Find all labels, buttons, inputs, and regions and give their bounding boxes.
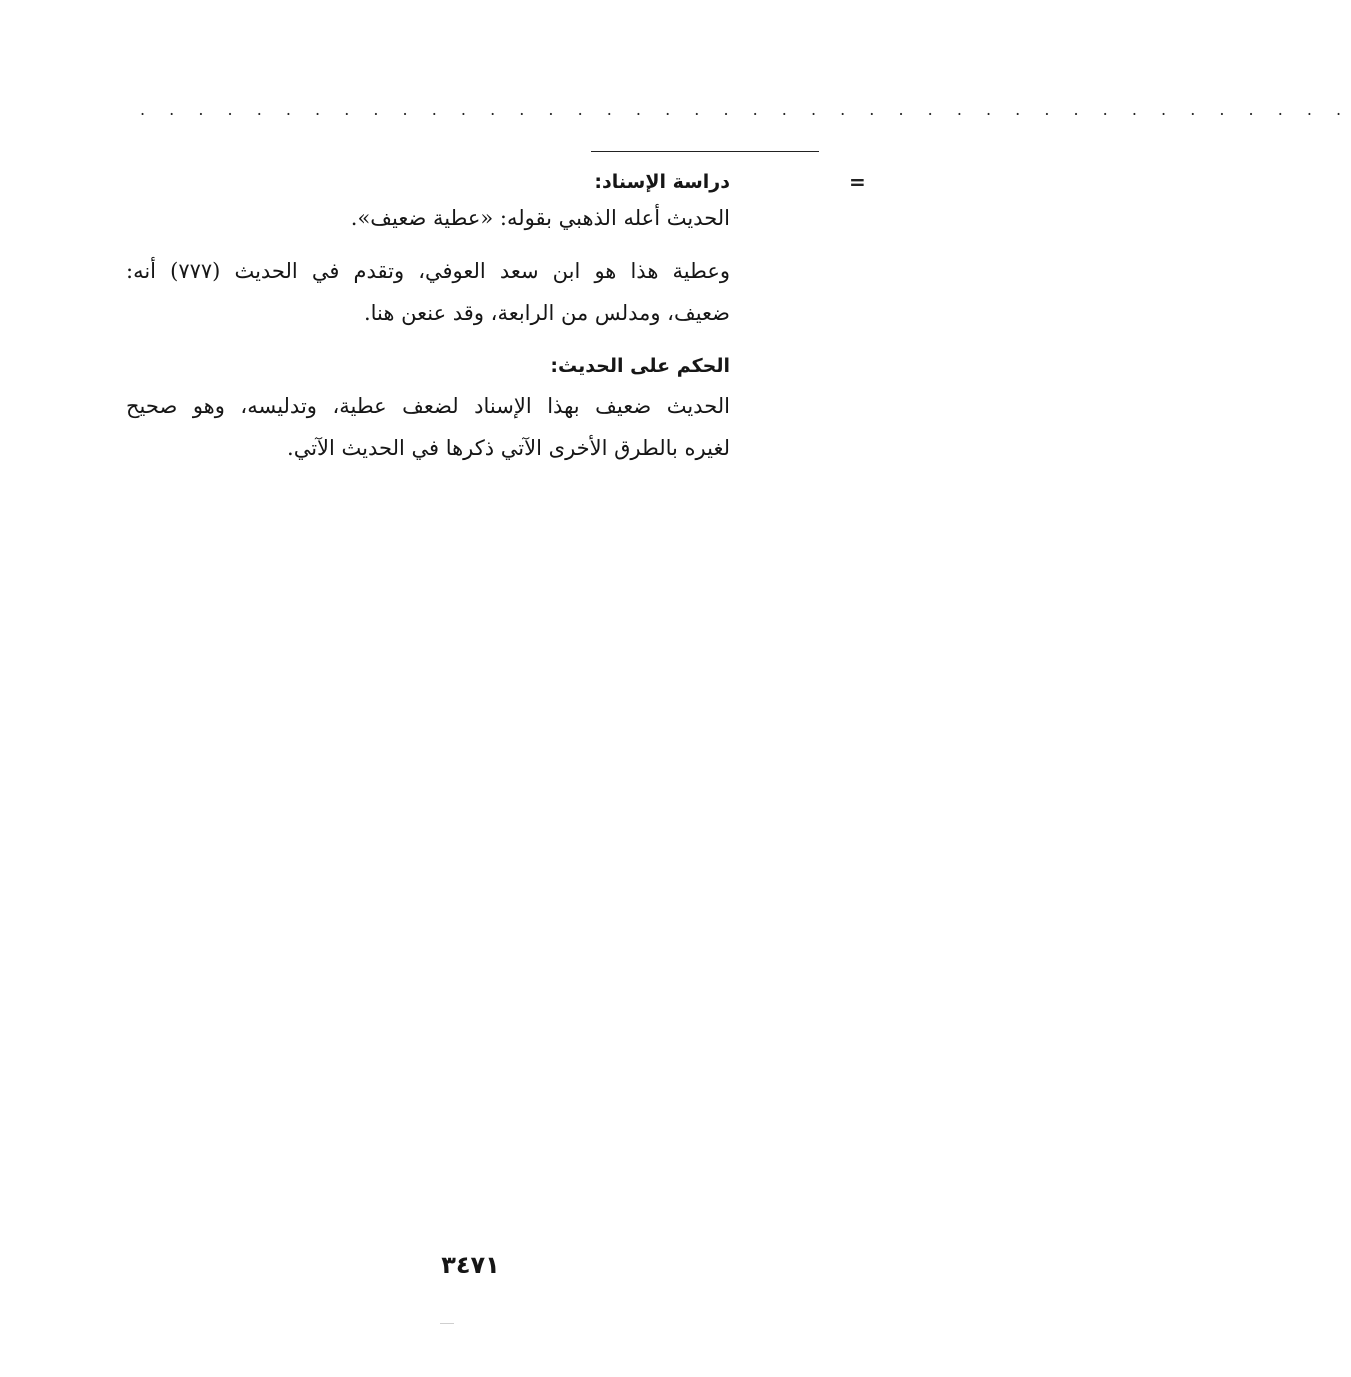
isnad-study-paragraph-1 [126, 197, 730, 239]
heading-hadith-ruling: الحكم على الحديث: [550, 355, 730, 377]
heading-isnad-study: دراسة الإسناد: [594, 171, 730, 193]
text-line: لغيره بالطرق الأخرى الآتي ذكرها في الحديث الآتي. [287, 436, 730, 460]
text-line: ضعيف، ومدلس من الرابعة، وقد عنعن هنا. [363, 301, 730, 325]
footnote-rule [591, 151, 819, 152]
dotted-separator: . . . . . . . . . . . . . . . . . . . . . . . . . . . . . . . . . . . . . . . . . . [140, 100, 1351, 119]
scan-mark [440, 1323, 454, 1324]
text-line: وعطية هذا هو ابن سعد العوفي، وتقدم في الحديث (٧٧٧) أنه: [126, 259, 730, 283]
text-line: الحديث أعله الذهبي بقوله: «عطية ضعيف». [350, 206, 730, 230]
page-number: ٣٤٧١ [441, 1251, 500, 1279]
hadith-ruling-paragraph [126, 385, 730, 469]
isnad-study-paragraph-2 [126, 250, 730, 334]
continuation-mark: = [849, 170, 866, 194]
text-line: الحديث ضعيف بهذا الإسناد لضعف عطية، وتدليسه، وهو صحيح [126, 394, 730, 418]
